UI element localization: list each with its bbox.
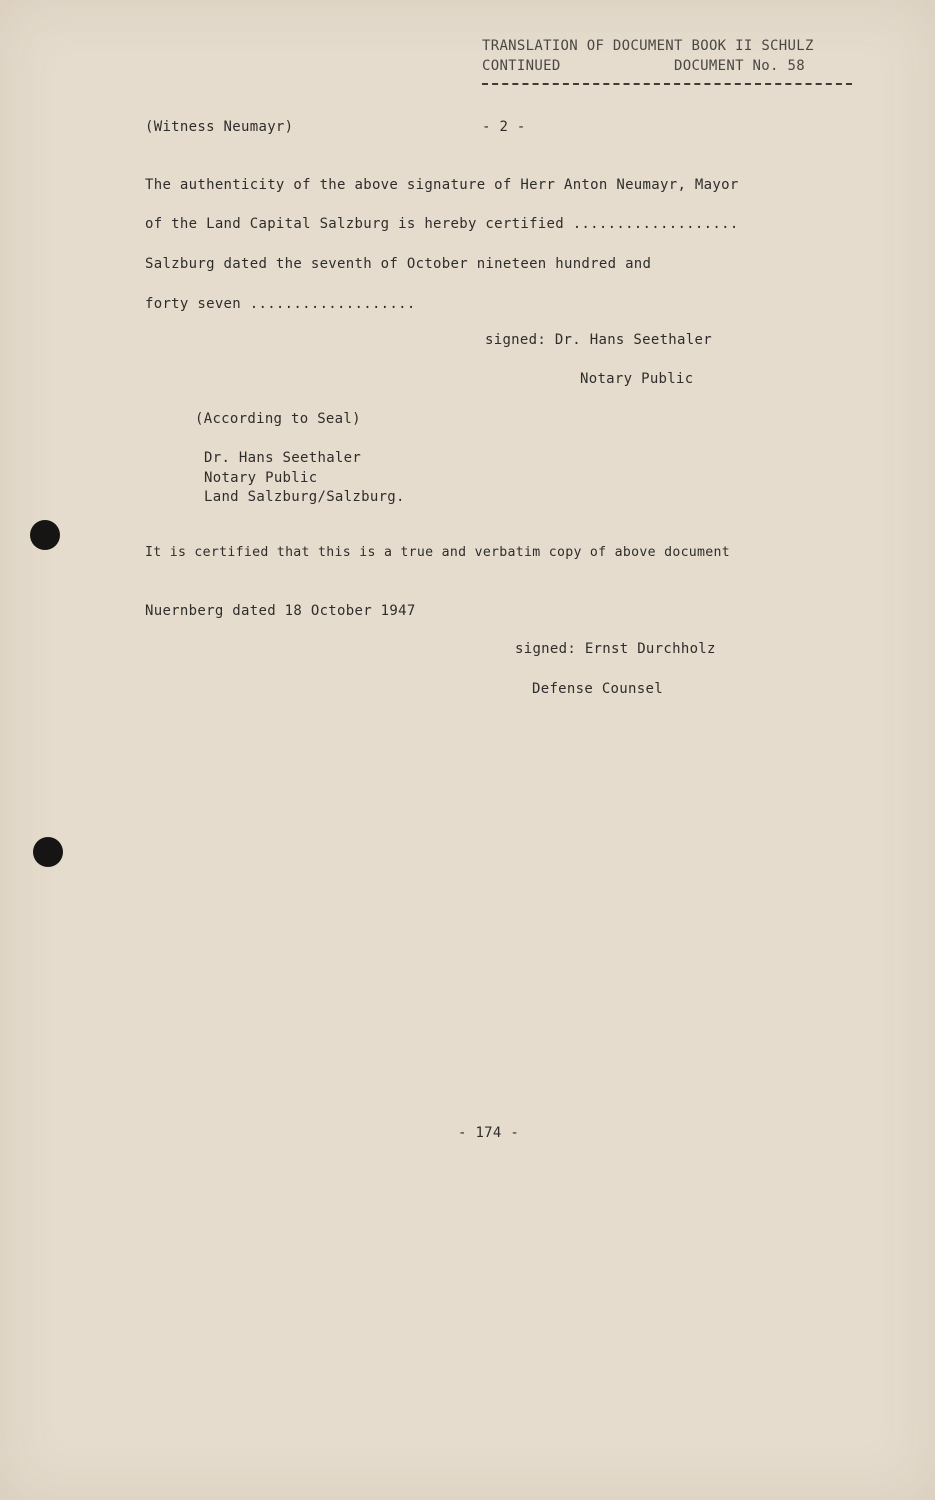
paragraph-line: The authenticity of the above signature of Herr Anton Neumayr, Mayor — [145, 177, 739, 193]
paragraph-line: of the Land Capital Salzburg is hereby certified ................... — [145, 216, 739, 232]
page-marker: - 2 - — [482, 119, 526, 135]
header-title: TRANSLATION OF DOCUMENT BOOK II SCHULZ — [482, 38, 814, 54]
witness-label: (Witness Neumayr) — [145, 119, 294, 135]
seal-label: (According to Seal) — [195, 411, 361, 427]
paragraph-line: Salzburg dated the seventh of October nineteen hundred and — [145, 256, 652, 272]
counsel-title: Defense Counsel — [532, 681, 663, 697]
header-continued: CONTINUED — [482, 58, 561, 74]
certification-statement: It is certified that this is a true and verbatim copy of above document — [145, 545, 731, 560]
punch-hole-top — [30, 520, 60, 550]
footer-page-number: - 174 - — [458, 1125, 520, 1141]
place-date: Nuernberg dated 18 October 1947 — [145, 603, 416, 619]
seal-title: Notary Public — [204, 470, 318, 486]
paragraph-line: forty seven ................... — [145, 296, 416, 312]
header-document-number: DOCUMENT No. 58 — [674, 58, 805, 74]
header-dashed-rule — [482, 83, 852, 85]
seal-place: Land Salzburg/Salzburg. — [204, 489, 405, 505]
counsel-signature: signed: Ernst Durchholz — [515, 641, 716, 657]
notary-signature: signed: Dr. Hans Seethaler — [485, 332, 712, 348]
seal-name: Dr. Hans Seethaler — [204, 450, 362, 466]
notary-title: Notary Public — [580, 371, 694, 387]
punch-hole-bottom — [33, 837, 63, 867]
